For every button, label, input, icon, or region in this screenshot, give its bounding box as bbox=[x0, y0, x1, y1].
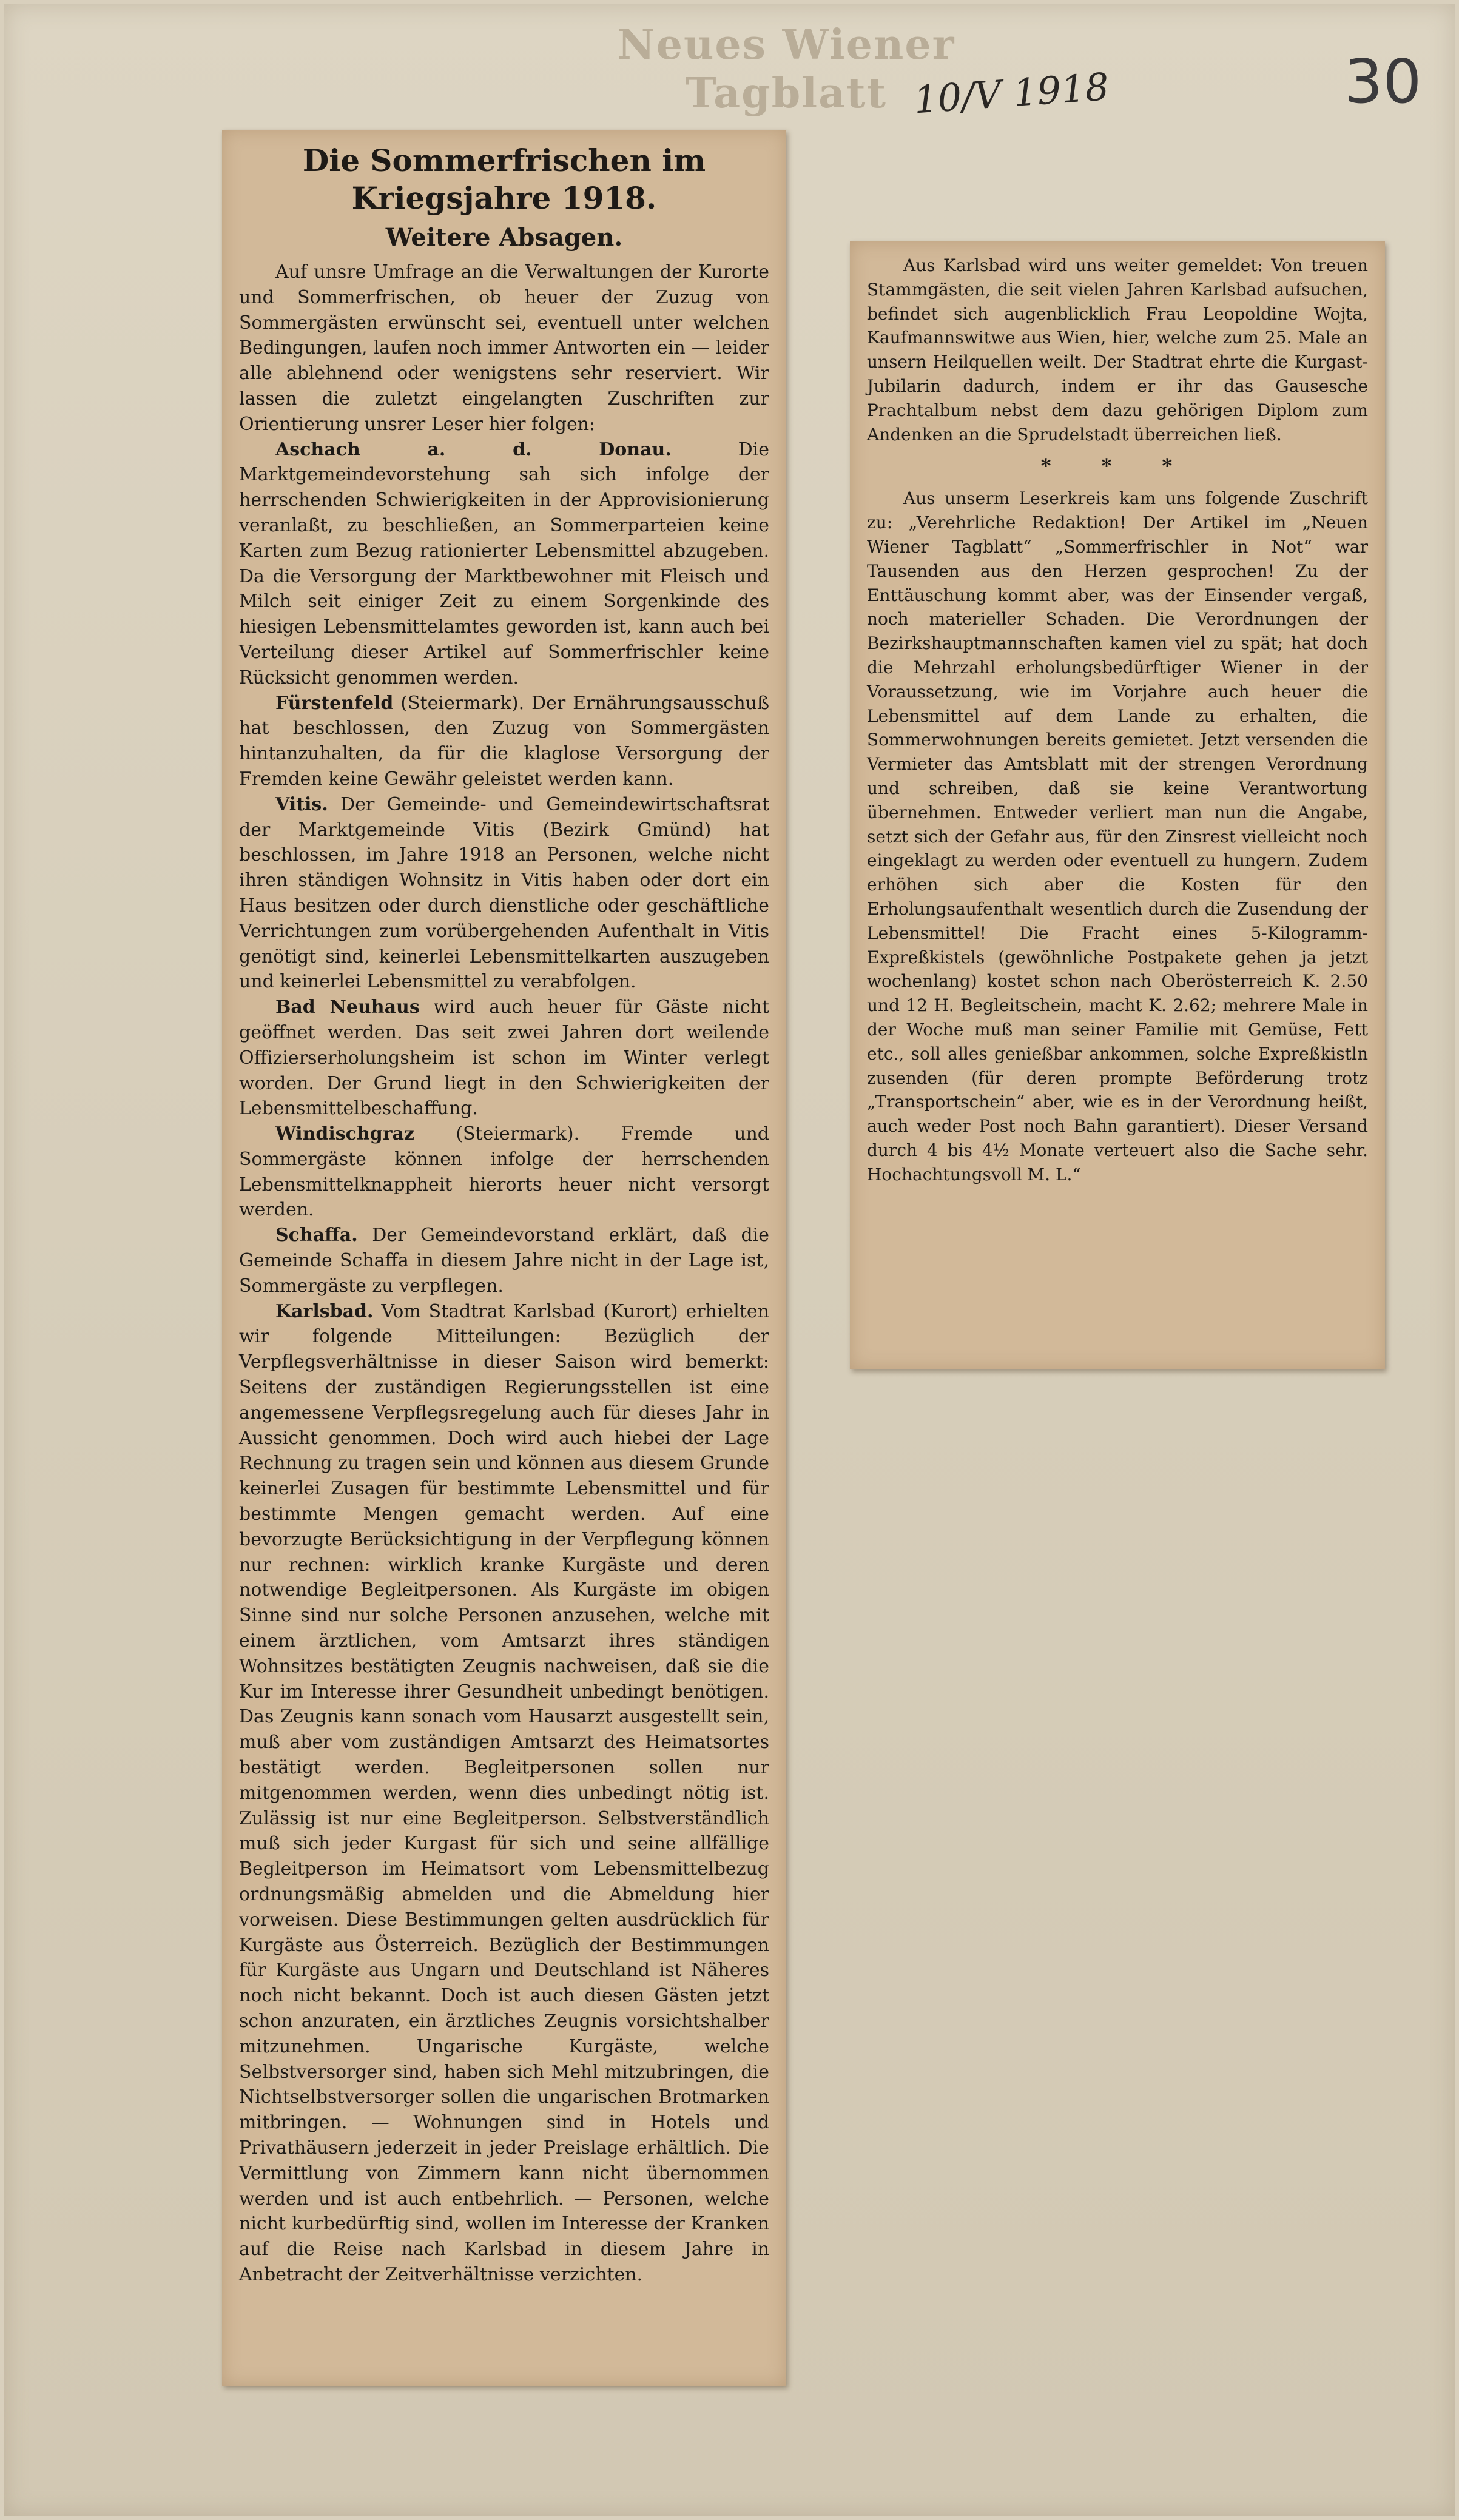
report-paragraph bbox=[239, 792, 769, 995]
reader-letter: Aus unserm Leserkreis kam uns folgende Zuschrift zu: „Verehrliche Redaktion! Der Artikel im „Neuen Wiener Tagblatt“ „Sommerfrischler in Not“ war Tausenden aus den Herzen gesprochen! Zu der Enttäuschung kommt aber, was der Einsender vergaß, noch materieller Schaden. Die Verordnungen der Bezirkshauptmannschaften kamen viel zu spät; hat doch die Mehrzahl erholungsbedürftiger Wiener in der Voraussetzung, wie im Vorjahre auch heuer die Lebensmittel auf dem Lande zu erhalten, die Sommerwohnungen bereits gemietet. Jetzt versenden die Vermieter das Amtsblatt mit der strengen Verordnung und schreiben, daß sie keine Verantwortung übernehmen. Entweder verliert man nun die Angabe, setzt sich der Gefahr aus, für den Zinsrest vielleicht noch eingeklagt zu werden oder eventuell zu hungern. Zudem erhöhen sich aber die Kosten für den Erholungsaufenthalt wesentlich durch die Zusendung der Lebensmittel! Die Fracht eines 5-Kilogramm-Expreßkistels (gewöhnliche Postpakete gehen ja jetzt wochenlang) kostet schon nach Oberösterreich K. 2.50 und 12 H. Begleitschein, macht K. 2.62; mehrere Male in der Woche muß man seiner Familie mit Gemüse, Fett etc., soll alles genießbar ankommen, solche Expreßkistln zusenden (für deren prompte Beförderung trotz „Transportschein“ aber, wie es in der Verordnung heißt, auch weder Post noch Bahn garantiert). Dieser Versand durch 4 bis 4½ Monate verteuert also die Sache sehr. Hochachtungsvoll M. L.“ bbox=[867, 488, 1368, 1184]
page-number: 30 bbox=[1344, 46, 1422, 117]
clipping-left bbox=[222, 130, 786, 2386]
karlsbad-note: Aus Karlsbad wird uns weiter gemeldet: Von treuen Stammgästen, die seit vielen Jahren Karlsbad aufsuchen, befindet sich augenblicklich Frau Leopoldine Wojta, Kaufmannswitwe aus Wien, hier, welche zum 25. Male an unsern Heilquellen weilt. Der Stadtrat ehrte die Kurgast-Jubilarin dadurch, indem er ihr das Gausesche Prachtalbum nebst dem dazu gehörigen Diplom zum Andenken an die Sprudelstadt überreichen ließ. bbox=[867, 255, 1368, 445]
report-place: Fürstenfeld bbox=[275, 692, 394, 714]
report-text: Der Gemeinde- und Gemeindewirtschaftsrat der Marktgemeinde Vitis (Bezirk Gmünd) hat beschlossen, im Jahre 1918 an Personen, welche nicht ihren ständigen Wohnsitz in Vitis haben oder dort ein Haus besitzen oder durch dienstliche oder geschäftliche Verrichtungen zum vorübergehenden Aufenthalt in Vitis genötigt sind, keinerlei Lebensmittelkarten auszugeben und keinerlei Lebensmittel zu verabfolgen. bbox=[239, 793, 769, 993]
newspaper-stamp: Neues Wiener Tagblatt bbox=[617, 21, 955, 118]
article-column-left bbox=[239, 142, 769, 2288]
report-text: Der Gemeindevorstand erklärt, daß die Gemeinde Schaffa in diesem Jahre nicht in der Lage ist, Sommergäste zu verpflegen. bbox=[239, 1225, 769, 1297]
article-column-right bbox=[867, 254, 1368, 1186]
report-place: Bad Neuhaus bbox=[275, 996, 420, 1018]
report-place: Aschach a. d. Donau. bbox=[275, 438, 672, 460]
report-paragraph bbox=[239, 995, 769, 1121]
report-text: (Steiermark). Der Ernährungsausschuß hat beschlossen, den Zuzug von Sommergästen hintanzuhalten, da für die klaglose Versorgung der Fremden keine Gewähr geleistet werden kann. bbox=[239, 692, 769, 790]
article-intro: Auf unsre Umfrage an die Verwaltungen der Kurorte und Sommerfrischen, ob heuer der Zuzug von Sommergästen erwünscht sei, eventuell unter welchen Bedingungen, laufen noch immer Antworten ein — leider alle ablehnend oder wenigstens sehr reserviert. Wir lassen die zuletzt eingelangten Zuschriften zur Orientierung unsrer Leser hier folgen: bbox=[239, 261, 769, 435]
report-place: Windischgraz bbox=[275, 1123, 414, 1145]
handwritten-date: 10/V 1918 bbox=[912, 64, 1111, 123]
report-paragraph bbox=[239, 1121, 769, 1223]
report-text: Die Marktgemeindevorstehung sah sich infolge der herrschenden Schwierigkeiten in der Approvisionierung veranlaßt, zu beschließen, an Sommerparteien keine Karten zum Bezug rationierter Lebensmittel abzugeben. Da die Versorgung der Marktbewohner mit Fleisch und Milch seit einiger Zeit zu einem Sorgenkinde des hiesigen Lebensmittelamtes geworden ist, kann auch bei Verteilung dieser Artikel auf Sommerfrischler keine Rücksicht genommen werden. bbox=[239, 438, 769, 688]
report-text: Vom Stadtrat Karlsbad (Kurort) erhielten wir folgende Mitteilungen: Bezüglich der Verpflegsverhältnisse in dieser Saison wird bemerkt: Seitens der zuständigen Regierungsstellen ist eine angemessene Verpflegsregelung auch für dieses Jahr in Aussicht genommen. Doch wird auch hiebei der Lage Rechnung zu tragen sein und können aus diesem Grunde keinerlei Zusagen für bestimmte Lebensmittel und für bestimmte Mengen gemacht werden. Auf eine bevorzugte Berücksichtigung in der Verpflegung können nur rechnen: wirklich kranke Kurgäste und deren notwendige Begleitpersonen. Als Kurgäste im obigen Sinne sind nur solche Personen anzusehen, welche mit einem ärztlichen, vom Amtsarzt ihres ständigen Wohnsitzes bestätigten Zeugnis nachweisen, daß sie die Kur im Interesse ihrer Gesundheit unbedingt benötigen. Das Zeugnis kann sonach vom Hausarzt ausgestellt sein, muß aber vom zuständigen Amtsarzt des Heimatsortes bestätigt werden. Begleitpersonen sollen nur mitgenommen werden, wenn dies unbedingt nötig ist. Zulässig ist nur eine Begleitperson. Selbstverständlich muß sich jeder Kurgast für sich und seine allfällige Begleitperson im Heimatsort vom Lebensmittelbezug ordnungsmäßig abmelden und die Abmeldung hier vorweisen. Diese Bestimmungen gelten ausdrücklich für Kurgäste aus Österreich. Bezüglich der Bestimmungen für Kurgäste aus Ungarn und Deutschland ist Näheres noch nicht bekannt. Doch ist auch diesen Gästen jetzt schon anzuraten, ein ärztliches Zeugnis vorsichtshalber mitzunehmen. Ungarische Kurgäste, welche Selbstversorger sind, haben sich Mehl mitzubringen, die Nichtselbstversorger sollen die ungarischen Brotmarken mitbringen. — Wohnungen sind in Hotels und Privathäusern jederzeit in jeder Preislage erhältlich. Die Vermittlung von Zimmern kann nicht übernommen werden und ist auch entbehrlich. — Personen, welche nicht kurbedürftig sind, wollen im Interesse der Kranken auf die Reise nach Karlsbad in diesem Jahre in Anbetracht der Zeitverhältnisse verzichten. bbox=[239, 1300, 769, 2285]
report-paragraph bbox=[239, 691, 769, 792]
clipping-right bbox=[850, 241, 1385, 1369]
report-paragraph bbox=[239, 1299, 769, 2288]
report-paragraph bbox=[239, 437, 769, 691]
article-headline: Die Sommerfrischen im Kriegsjahre 1918. bbox=[302, 143, 706, 216]
report-text: wird auch heuer für Gäste nicht geöffnet werden. Das seit zwei Jahren dort weilende Offizierserholungsheim ist schon im Winter verlegt worden. Der Grund liegt in den Schwierigkeiten der Lebensmittelbeschaffung. bbox=[239, 996, 769, 1120]
article-subheadline: Weitere Absagen. bbox=[385, 223, 623, 252]
report-place: Karlsbad. bbox=[275, 1300, 374, 1322]
report-place: Schaffa. bbox=[275, 1225, 358, 1246]
archive-sheet bbox=[4, 4, 1455, 2516]
section-separator: * * * bbox=[1040, 454, 1194, 478]
report-paragraph bbox=[239, 1223, 769, 1299]
report-text: (Steiermark). Fremde und Sommergäste können infolge der herrschenden Lebensmittelknappheit hierorts heuer nicht versorgt werden. bbox=[239, 1123, 769, 1221]
report-place: Vitis. bbox=[275, 793, 328, 815]
